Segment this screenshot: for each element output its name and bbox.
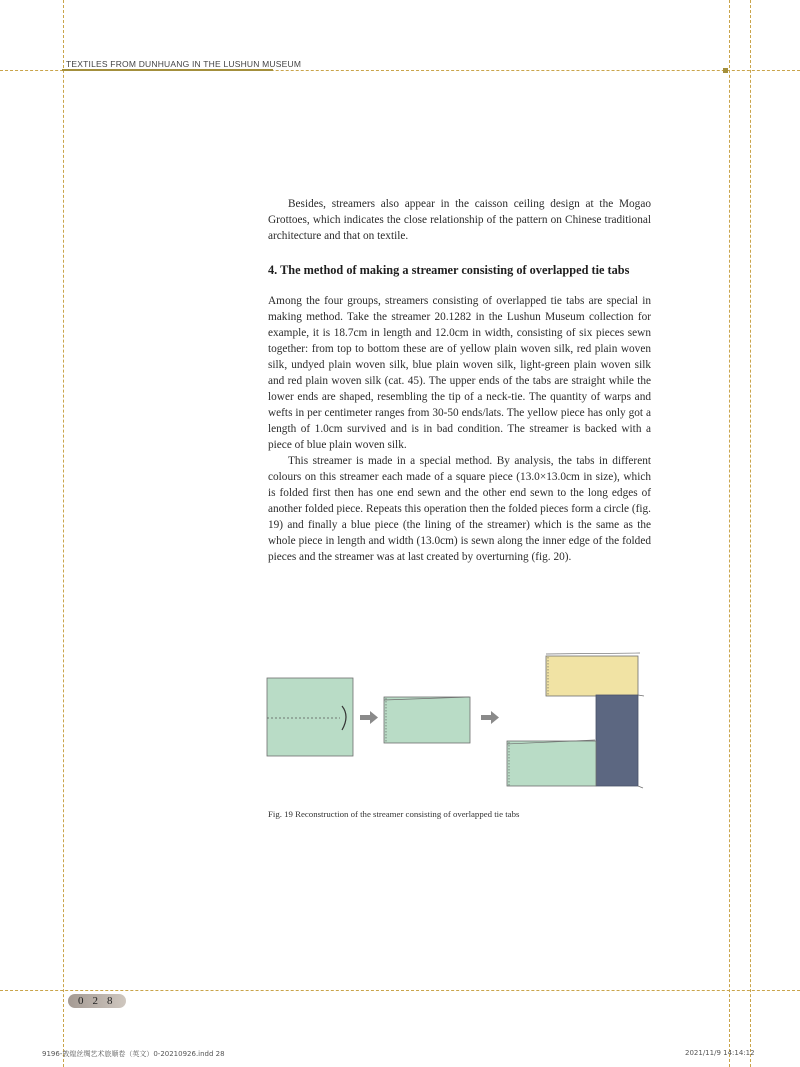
figure-19-diagram: [262, 638, 654, 800]
intro-text: [268, 196, 651, 244]
running-head: TEXTILES FROM DUNHUANG IN THE LUSHUN MUSEUM: [66, 59, 302, 69]
folded-piece: [384, 697, 470, 743]
section-body: [268, 293, 651, 565]
print-slug-right: 2021/11/9 14:14:12: [685, 1049, 755, 1057]
paragraph: Besides, streamers also appear in the caisson ceiling design at the Mogao Grottoes, which indicates the close relationship of the pattern on Chinese traditional architecture and that on textile.: [268, 198, 651, 242]
guide-line-right-outer: [750, 0, 751, 1067]
paragraph: Among the four groups, streamers consisting of overlapped tie tabs are special in making method. Take the streamer 20.1282 in the Lushun Museum collection for example, it is 18.7cm in length and 12.0cm in width, consisting of six pieces sewn together: from top to bottom these are of yellow plain woven silk, red plain woven silk, undyed plain woven silk, blue plain woven silk, light-green plain woven silk and red plain woven silk (cat. 45). The upper ends of the tabs are straight while the lower ends are shaped, resembling the tip of a neck-tie. The quantity of warps and wefts in per centimeter ranges from 30-50 ends/lats. The yellow piece has only got a length of 1.0cm survived and is in bad condition. The streamer is backed with a piece of blue plain woven silk.: [268, 295, 651, 451]
corner-mark: [723, 68, 728, 73]
square-piece: [267, 678, 353, 756]
figure-caption: Fig. 19 Reconstruction of the streamer consisting of overlapped tie tabs: [268, 809, 520, 819]
running-head-rule: [62, 69, 273, 71]
guide-line-right-inner: [729, 0, 730, 1067]
arrow-right-icon: [360, 711, 378, 724]
section-heading: 4. The method of making a streamer consisting of overlapped tie tabs: [268, 263, 630, 277]
page-number: 028: [78, 995, 122, 1007]
arrow-right-icon: [481, 711, 499, 724]
paragraph: This streamer is made in a special method. By analysis, the tabs in different colours on this streamer each made of a square piece (13.0×13.0cm in size), which is folded first then has one end sewn and the other end sewn to the long edges of another folded piece. Repeats this operation then the folded pieces form a circle (fig. 19) and finally a blue piece (the lining of the streamer) which is the same as the whole piece in length and width (13.0cm) is sewn along the inner edge of the folded pieces and the streamer was at last created by overturning (fig. 20).: [268, 455, 651, 563]
guide-line-left: [63, 0, 64, 1067]
print-slug-left: 9196-敦煌丝绸艺术旅顺卷（英文）0-20210926.indd 28: [42, 1050, 225, 1058]
guide-line-bottom: [0, 990, 800, 991]
assembled-pieces: [507, 653, 644, 788]
